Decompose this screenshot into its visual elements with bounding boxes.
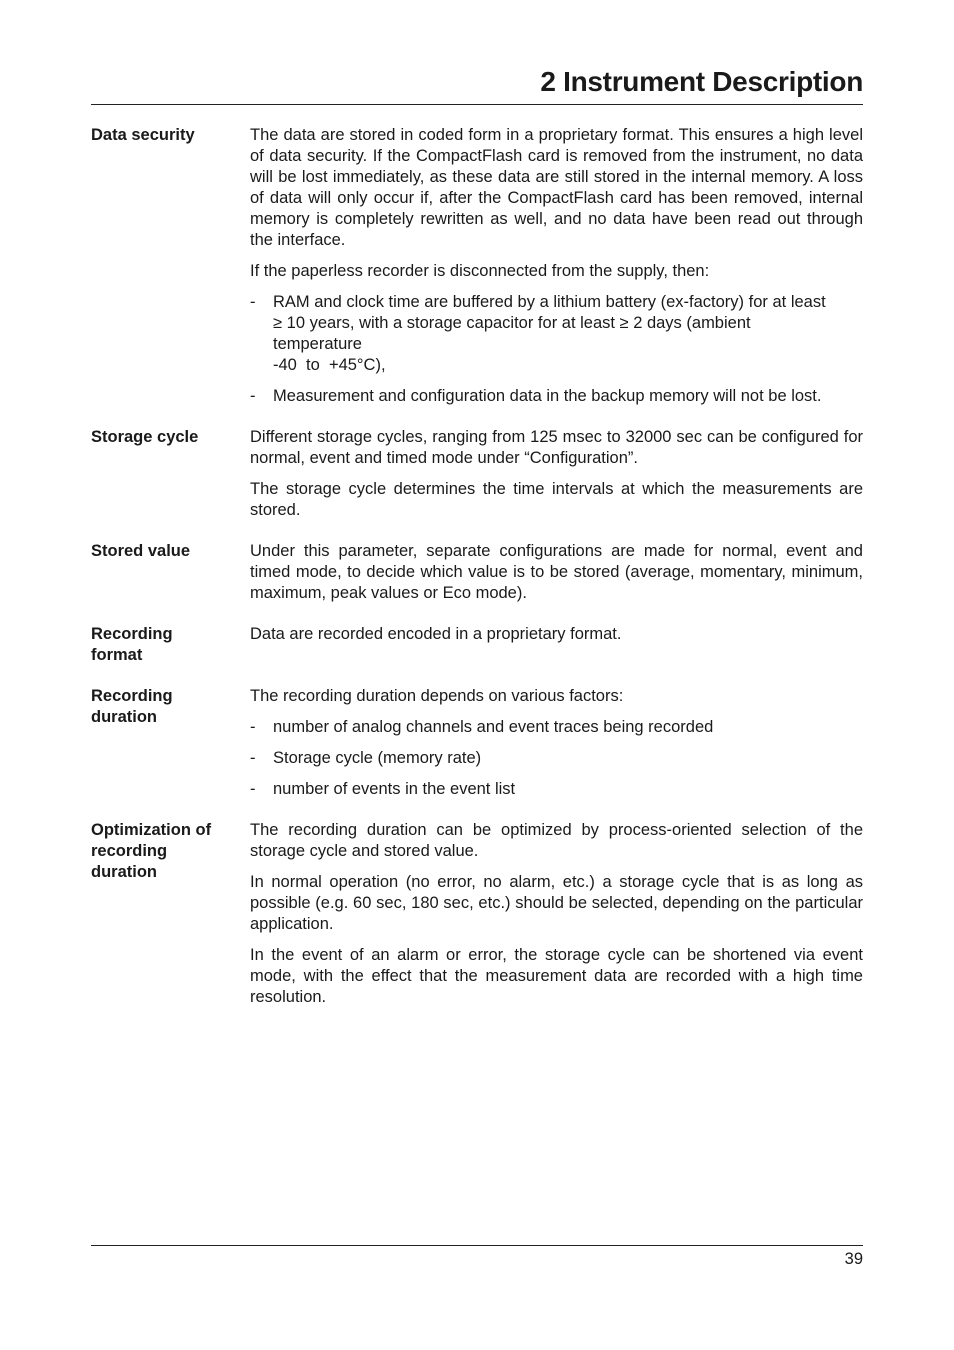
section-label-line: duration [91,863,157,881]
bullet-list [250,717,863,800]
section-label [91,820,250,1008]
paragraph: Data are recorded encoded in a proprietary format. [250,625,622,643]
paragraph: In the event of an alarm or error, the storage cycle can be shortened via event mode, with the effect that the measurement data are recorded with a high time resolution. [250,946,863,1006]
section-body [250,541,863,604]
list-item [250,717,863,738]
paragraph: Different storage cycles, ranging from 125 msec to 32000 sec can be configured for normal, event and timed mode under “Configuration”. [250,428,863,467]
list-item-line: RAM and clock time are buffered by a lithium battery (ex-factory) for at least [273,293,826,311]
section-label: Stored value [91,542,191,560]
list-item-line: temperature [273,335,362,353]
section-body [250,686,863,800]
document-body [91,125,863,1028]
section-label: Storage cycle [91,428,199,446]
paragraph: The data are stored in coded form in a proprietary format. This ensures a high level of data security. If the CompactFlash card is removed from the instrument, no data will be lost immediately, as these data are still stored in the internal memory. A loss of data will only occur if, after the CompactFlash card has been removed, internal memory is completely rewritten as well, and no data have been read out through the interface. [250,126,863,249]
list-item-line: -40 to +45°C), [273,356,386,374]
dash-marker: - [250,780,256,798]
list-item-line: Storage cycle (memory rate) [273,749,482,767]
section-label-line: recording [91,842,168,860]
section-label-line: format [91,646,143,664]
section-storage-cycle [91,427,863,521]
paragraph: If the paperless recorder is disconnected from the supply, then: [250,262,710,280]
list-item-line: number of events in the event list [273,780,516,798]
list-item [250,386,863,407]
list-item-line: Measurement and configuration data in the backup memory will not be lost. [273,387,822,405]
page-title: 2 Instrument Description [540,66,863,97]
section-label-line: Optimization of [91,821,212,839]
section-label-line: Recording [91,625,173,643]
paragraph: Under this parameter, separate configurations are made for normal, event and timed mode, to decide which value is to be stored (average, momentary, minimum, maximum, peak values or Eco mode). [250,542,863,602]
section-body [250,125,863,407]
bullet-list [250,292,863,407]
section-label [91,686,250,800]
page-number: 39 [844,1250,863,1268]
paragraph: The recording duration depends on various factors: [250,687,624,705]
list-item-line: number of analog channels and event traces being recorded [273,718,714,736]
section-stored-value [91,541,863,604]
paragraph: The recording duration can be optimized by process-oriented selection of the storage cycle and stored value. [250,821,863,860]
section-body [250,820,863,1008]
section-label-line: Recording [91,687,173,705]
list-item [250,779,863,800]
paragraph: In normal operation (no error, no alarm, etc.) a storage cycle that is as long as possible (e.g. 60 sec, 180 sec, etc.) should be selected, depending on the particular application. [250,873,863,933]
section-recording-duration [91,686,863,800]
section-body [250,427,863,521]
dash-marker: - [250,718,256,736]
dash-marker: - [250,387,256,405]
section-data-security [91,125,863,407]
section-body [250,624,863,666]
dash-marker: - [250,293,256,311]
section-recording-format [91,624,863,666]
list-item [250,292,863,376]
section-label [91,624,250,666]
section-optimization-recording-duration [91,820,863,1008]
header-divider [91,104,863,105]
list-item [250,748,863,769]
section-label-line: duration [91,708,157,726]
dash-marker: - [250,749,256,767]
section-label: Data security [91,126,195,144]
list-item-line: ≥ 10 years, with a storage capacitor for at least ≥ 2 days (ambient [273,314,751,332]
footer-divider [91,1245,863,1246]
paragraph: The storage cycle determines the time intervals at which the measurements are stored. [250,480,863,519]
